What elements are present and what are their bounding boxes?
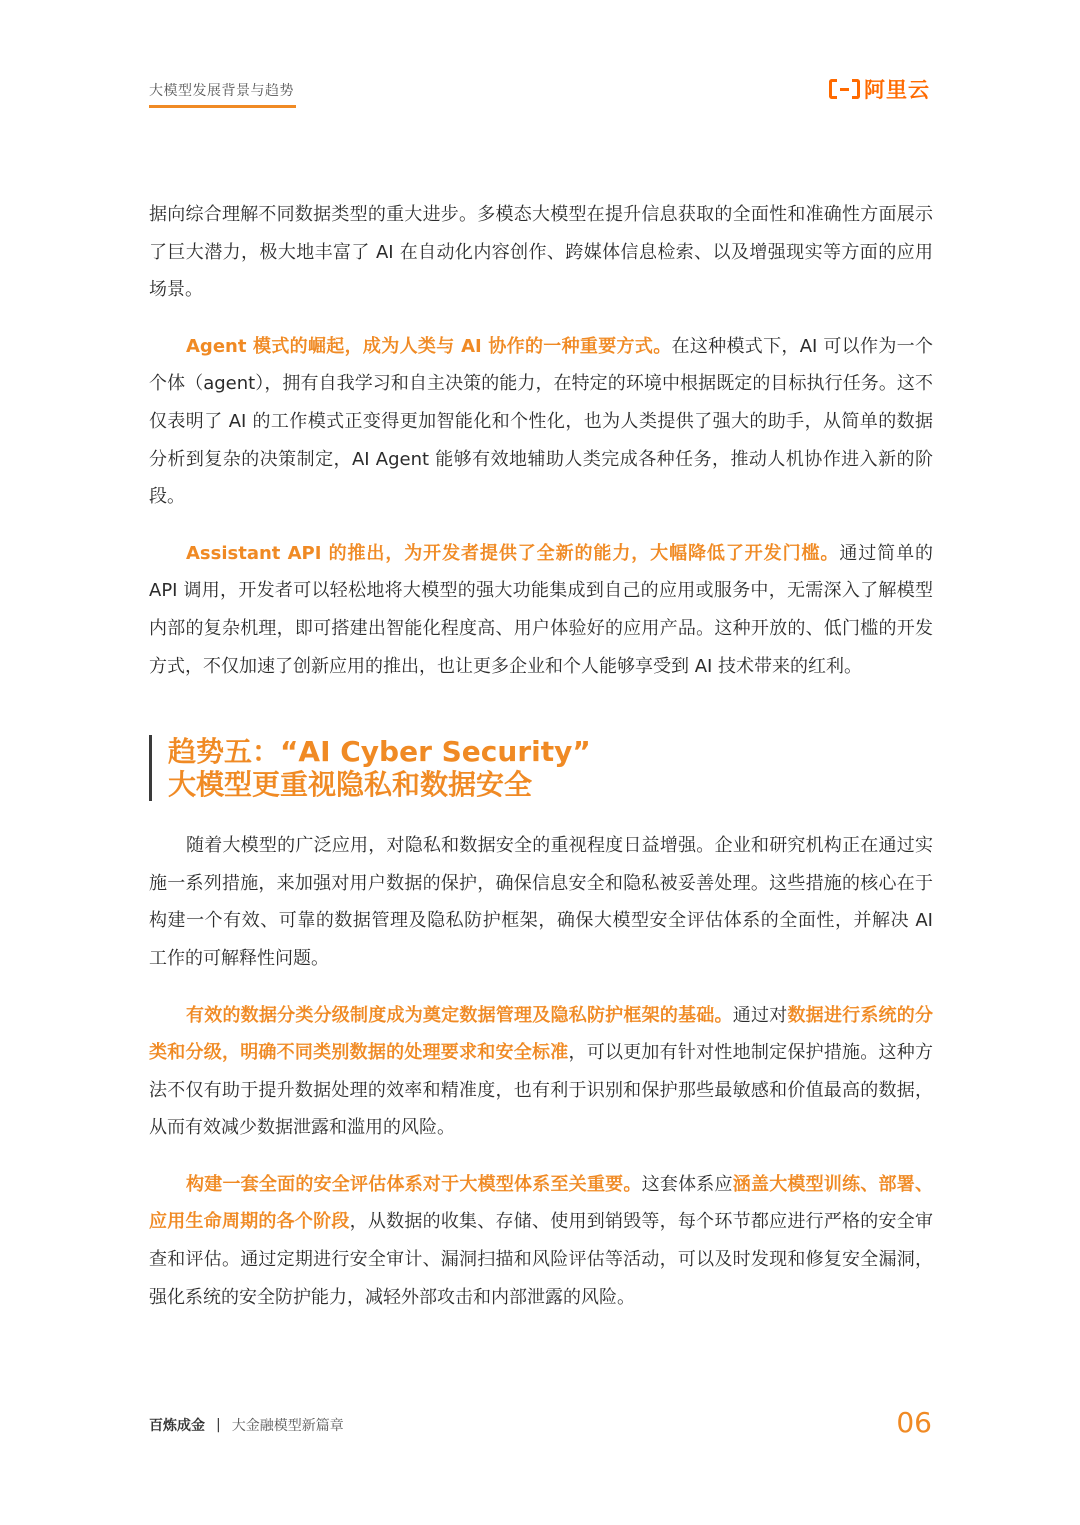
paragraph-highlight: 构建一套全面的安全评估体系对于大模型体系至关重要。 [186,1173,642,1195]
section-heading-line1: 趋势五：“AI Cyber Security” [168,735,591,769]
logo [829,74,930,104]
header-title: 大模型发展背景与趋势 [149,83,294,99]
alibaba-cloud-bracket-icon [829,79,860,99]
paragraph-text: 通过对 [732,1004,788,1026]
paragraph-agent [149,328,933,516]
page-number: 06 [896,1406,932,1439]
main-content [149,196,933,1316]
footer-subtitle: 大金融模型新篇章 [231,1418,344,1434]
paragraph-privacy-intro [149,827,933,977]
paragraph-highlight: 有效的数据分类分级制度成为奠定数据管理及隐私防护框架的基础。 [186,1004,733,1026]
paragraph-assistant-api [149,535,933,685]
paragraph-highlight: 数据进行系统的分类和分级，明确不同类别数据的处理要求和安全标准 [149,1004,934,1064]
paragraph-highlight: 涵盖大模型训练、部署、应用生命周期的各个阶段 [149,1173,933,1233]
paragraph-text: 随着大模型的广泛应用，对隐私和数据安全的重视程度日益增强。企业和研究机构正在通过实施一系列措施，来加强对用户数据的保护，确保信息安全和隐私被妥善处理。这些措施的核心在于构建一个有效、可靠的数据管理及隐私防护框架，确保大模型安全评估体系的全面性，并解决 AI 工作的可解释性问题。 [149,835,933,969]
footer [149,1415,344,1435]
paragraph-text: 据向综合理解不同数据类型的重大进步。多模态大模型在提升信息获取的全面性和准确性方面展示了巨大潜力，极大地丰富了 AI 在自动化内容创作、跨媒体信息检索、以及增强现实等方面的应用场景。 [149,204,933,301]
paragraph-highlight: Assistant API 的推出，为开发者提供了全新的能力，大幅降低了开发门槛。 [186,542,840,564]
paragraph-multimodal [149,196,933,309]
section-heading-line2: 大模型更重视隐私和数据安全 [168,768,533,802]
paragraph-highlight: Agent 模式的崛起，成为人类与 AI 协作的一种重要方式。 [186,335,672,357]
paragraph-text: ，可以更加有针对性地制定保护措施。这种方法不仅有助于提升数据处理的效率和精准度，也有利于识别和保护那些最敏感和价值最高的数据，从而有效减少数据泄露和滥用的风险。 [149,1042,934,1139]
logo-text: 阿里云 [864,78,930,102]
paragraph-text: 在这种模式下，AI 可以作为一个个体（agent），拥有自我学习和自主决策的能力，在特定的环境中根据既定的目标执行任务。这不仅表明了 AI 的工作模式正变得更加智能化和个性化，也为人类提供了强大的助手，从简单的数据分析到复杂的决策制定，AI Agent 能够有效地辅助人类完成各种任务，推动人机协作进入新的阶段。 [149,335,933,508]
paragraph-text: 这套体系应 [641,1173,733,1195]
paragraph-security-assessment [149,1166,933,1316]
section-heading [149,735,933,801]
footer-separator: | [216,1417,221,1433]
paragraph-text: 通过简单的 API 调用，开发者可以轻松地将大模型的强大功能集成到自己的应用或服务中，无需深入了解模型内部的复杂机理，即可搭建出智能化程度高、用户体验好的应用产品。这种开放的、低门槛的开发方式，不仅加速了创新应用的推出，也让更多企业和个人能够享受到 AI 技术带来的红利。 [149,542,934,677]
paragraph-text: ，从数据的收集、存储、使用到销毁等，每个环节都应进行严格的安全审查和评估。通过定期进行安全审计、漏洞扫描和风险评估等活动，可以及时发现和修复安全漏洞，强化系统的安全防护能力，减轻外部攻击和内部泄露的风险。 [149,1211,934,1308]
header-underline [149,105,296,108]
footer-brand: 百炼成金 [149,1418,205,1434]
paragraph-data-classification [149,997,933,1147]
